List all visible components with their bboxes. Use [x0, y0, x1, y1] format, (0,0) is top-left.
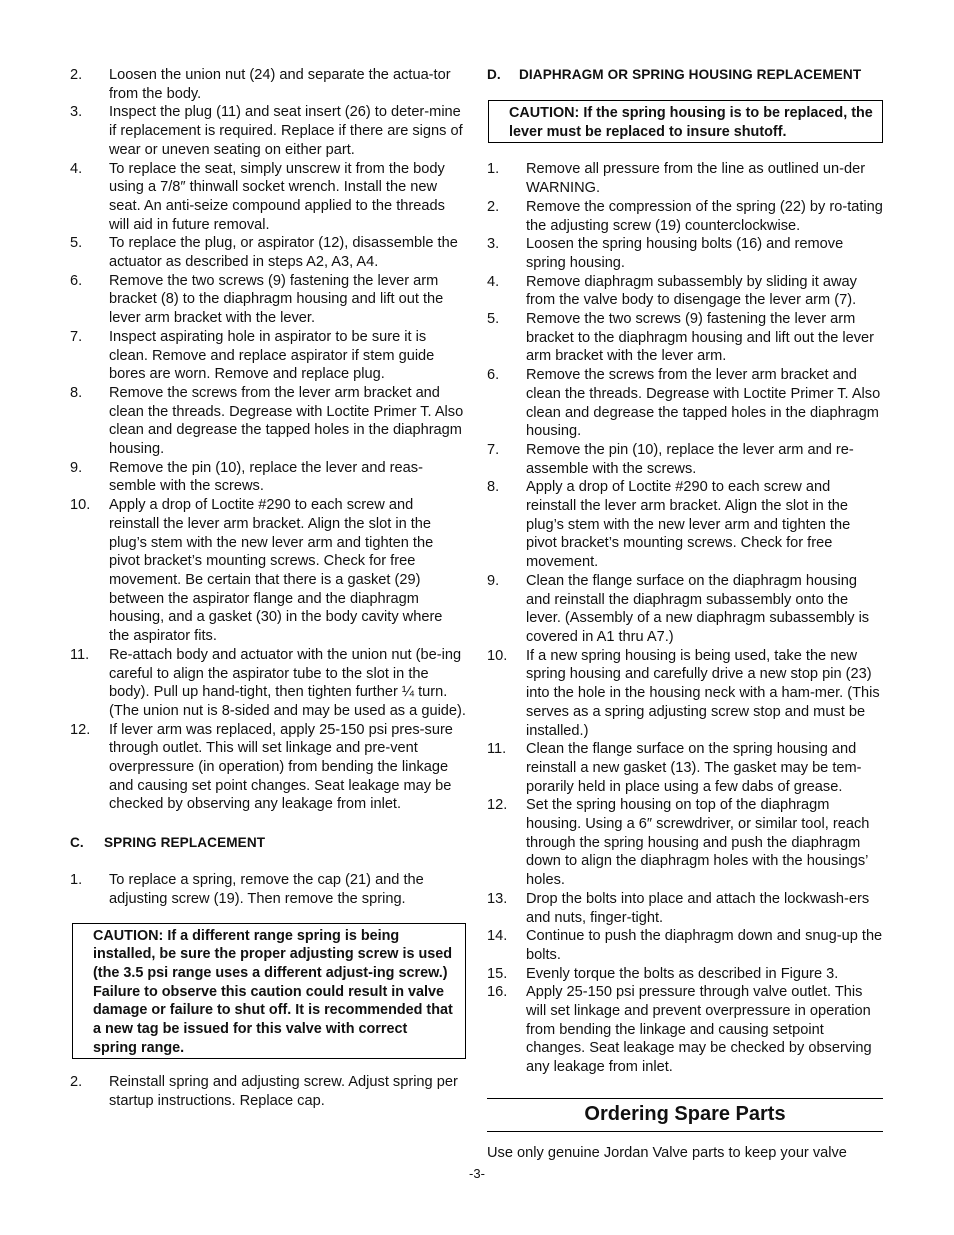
step-number: 6. [70, 272, 83, 289]
step-text: Remove all pressure from the line as outlined un-der WARNING. [526, 161, 866, 197]
step-text: Loosen the spring housing bolts (16) and remove spring housing. [526, 236, 844, 271]
step-number: 15. [487, 965, 508, 982]
step-item [487, 796, 883, 890]
step-item [487, 310, 883, 366]
page-number: -3- [469, 1166, 485, 1181]
step-number: 9. [487, 572, 500, 589]
step-item [70, 103, 466, 159]
step-item [70, 272, 466, 328]
step-text: Apply 25-150 psi pressure through valve outlet. This will set linkage and prevent overpressure in operation from bending the linkage and causing setpoint changes. Seat leakage may be checked by observing any leakage from inlet. [526, 984, 872, 1076]
step-number: 6. [487, 367, 500, 384]
ordering-text: Use only genuine Jordan Valve parts to keep your valve [487, 1144, 847, 1161]
step-text: Remove the two screws (9) fastening the lever arm bracket (8) to the diaphragm housing and lift out the lever arm bracket with the lever. [109, 272, 444, 327]
step-item [487, 890, 883, 927]
step-text: Inspect the plug (11) and seat insert (26) to deter-mine if replacement is required. Replace if there are signs of wear or uneven seating on either part. [109, 104, 463, 158]
caution-box [72, 923, 466, 1060]
caution-box [488, 100, 883, 143]
step-item [70, 328, 466, 384]
step-item [487, 572, 883, 647]
step-text: Set the spring housing on top of the diaphragm housing. Using a 6″ screwdriver, or similar tool, reach through the spring housing and push the diaphragm down to align the diaphragm holes with the housings’ holes. [526, 797, 870, 889]
step-item [70, 459, 466, 496]
step-text: To replace the plug, or aspirator (12), disassemble the actuator as described in steps A2, A3, A4. [109, 235, 458, 271]
step-number: 8. [70, 384, 83, 401]
section-c-heading [70, 834, 466, 852]
caution-text: CAUTION: If the spring housing is to be replaced, the lever must be replaced to insure shutoff. [509, 105, 873, 140]
step-item [70, 160, 466, 235]
step-item [487, 366, 883, 441]
step-item [487, 235, 883, 272]
right-column [487, 66, 883, 1163]
step-text: Remove the two screws (9) fastening the lever arm bracket to the diaphragm housing and lift out the lever arm bracket with the lever arm. [526, 311, 875, 365]
step-number: 10. [487, 647, 508, 664]
step-item [70, 646, 466, 721]
step-number: 7. [487, 441, 500, 458]
steps-list [70, 1073, 466, 1110]
step-number: 11. [70, 646, 90, 663]
step-text: Re-attach body and actuator with the union nut (be-ing careful to align the aspirator tube to the slot in the body). Pull up hand-tight, then tighten further ¼ turn. (The union nut is 8-sided and may be used as a guide). [109, 646, 466, 719]
step-item [70, 721, 466, 815]
step-item [70, 1073, 466, 1110]
step-number: 1. [70, 872, 83, 889]
step-text: To replace the seat, simply unscrew it from the body using a 7/8″ thinwall socket wrench. Install the new seat. An anti-seize compound applied to the threads will aid in future removal. [109, 160, 445, 233]
step-number: 2. [70, 1074, 83, 1091]
section-c-title: SPRING REPLACEMENT [104, 835, 266, 851]
step-item [487, 441, 883, 478]
step-item [70, 871, 466, 908]
step-number: 11. [487, 741, 507, 758]
step-item [487, 273, 883, 310]
step-text: Remove diaphragm subassembly by sliding it away from the valve body to disengage the lever arm (7). [526, 273, 857, 309]
step-number: 4. [70, 160, 83, 177]
step-number: 4. [487, 273, 500, 290]
step-item [70, 496, 466, 646]
steps-list [487, 160, 883, 1076]
steps-list [70, 871, 466, 908]
step-number: 7. [70, 328, 83, 345]
step-text: Reinstall spring and adjusting screw. Adjust spring per startup instructions. Replace cap. [109, 1074, 458, 1110]
step-text: If lever arm was replaced, apply 25-150 psi pres-sure through outlet. This will set linkage and pre-vent overpressure (in operation) from bending the linkage and causing set point changes. Seat leakage may be checked by observing any leakage from inlet. [109, 721, 453, 813]
step-text: Clean the flange surface on the diaphragm housing and reinstall the diaphragm subassembly onto the lever. (Assembly of a new diaphragm subassembly is covered in A1 thru A7.) [526, 572, 870, 645]
step-number: 1. [487, 161, 500, 178]
step-number: 13. [487, 890, 508, 907]
step-number: 9. [70, 459, 83, 476]
step-number: 3. [487, 236, 500, 253]
left-column [70, 66, 466, 1111]
divider [487, 1098, 883, 1099]
step-text: Apply a drop of Loctite #290 to each screw and reinstall the lever arm bracket. Align the slot in the plug’s stem with the new lever arm and tighten the pivot bracket’s mounting screws. Check for free movement. Be certain that there is a gasket (29) between the aspirator flange and the diaphragm housing, and a gasket (30) in the body cavity where the aspirator fits. [109, 497, 443, 645]
step-item [487, 478, 883, 572]
section-d-heading [487, 66, 883, 84]
step-text: Clean the flange surface on the spring housing and reinstall a new gasket (13). The gasket may be tem-porarily held in place using a few dabs of grease. [526, 741, 862, 795]
step-text: To replace a spring, remove the cap (21) and the adjusting screw (19). Then remove the spring. [109, 872, 424, 907]
step-text: Remove the screws from the lever arm bracket and clean the threads. Degrease with Loctite Primer T. Also clean and degrease the tapped holes in the diaphragm housing. [109, 384, 464, 458]
step-number: 5. [487, 311, 500, 328]
step-text: Inspect aspirating hole in aspirator to be sure it is clean. Remove and replace aspirator if stem guide bores are worn. Remove and replace plug. [109, 328, 435, 383]
step-item [70, 66, 466, 103]
step-item [487, 160, 883, 197]
section-c-letter: C. [70, 835, 84, 851]
ordering-title: Ordering Spare Parts [584, 1102, 786, 1125]
section-d-letter: D. [487, 67, 501, 82]
step-number: 5. [70, 235, 83, 252]
step-number: 3. [70, 104, 83, 121]
caution-text: CAUTION: If a different range spring is being installed, be sure the proper adjusting screw is used (the 3.5 psi range uses a different adjust-ing screw.) Failure to observe this caution could result in valve damage or failure to shut off. It is recommended that a new tag be issued for this valve with correct spring range. [93, 927, 453, 1056]
step-text: Remove the pin (10), replace the lever arm and re-assemble with the screws. [526, 441, 854, 477]
divider [487, 1131, 883, 1132]
step-item [70, 234, 466, 271]
step-item [487, 983, 883, 1077]
step-number: 2. [487, 198, 500, 215]
step-item [70, 384, 466, 459]
step-text: Remove the pin (10), replace the lever and reas-semble with the screws. [109, 459, 423, 495]
step-number: 14. [487, 928, 508, 945]
step-item [487, 647, 883, 741]
step-number: 10. [70, 497, 91, 514]
steps-list [70, 66, 466, 814]
step-item [487, 198, 883, 235]
step-text: Remove the compression of the spring (22) by ro-tating the adjusting screw (19) counterclockwise. [526, 198, 883, 234]
step-number: 12. [487, 797, 508, 814]
step-text: Drop the bolts into place and attach the lockwash-ers and nuts, finger-tight. [526, 890, 870, 926]
step-number: 2. [70, 67, 83, 83]
section-d-title: DIAPHRAGM OR SPRING HOUSING REPLACEMENT [519, 67, 862, 82]
step-text: Loosen the union nut (24) and separate the actua-tor from the body. [109, 67, 451, 102]
step-item [487, 965, 883, 984]
step-text: Continue to push the diaphragm down and snug-up the bolts. [526, 928, 883, 963]
step-text: Apply a drop of Loctite #290 to each screw and reinstall the lever arm bracket. Align the slot in the plug’s stem with the new lever arm and tighten the pivot bracket’s mounting screws. Check for free movement. [526, 479, 851, 571]
step-item [487, 927, 883, 964]
step-number: 8. [487, 479, 500, 496]
step-item [487, 740, 883, 796]
step-number: 16. [487, 984, 508, 1001]
step-text: If a new spring housing is being used, take the new spring housing and carefully drive a new stop pin (23) into the hole in the housing neck with a ham-mer. (This serves as a spring adjusting screw stop and must be installed.) [526, 647, 880, 739]
step-text: Evenly torque the bolts as described in Figure 3. [526, 965, 839, 982]
step-number: 12. [70, 721, 91, 738]
step-text: Remove the screws from the lever arm bracket and clean the threads. Degrease with Loctite Primer T. Also clean and degrease the tapped holes in the diaphragm housing. [526, 367, 881, 440]
